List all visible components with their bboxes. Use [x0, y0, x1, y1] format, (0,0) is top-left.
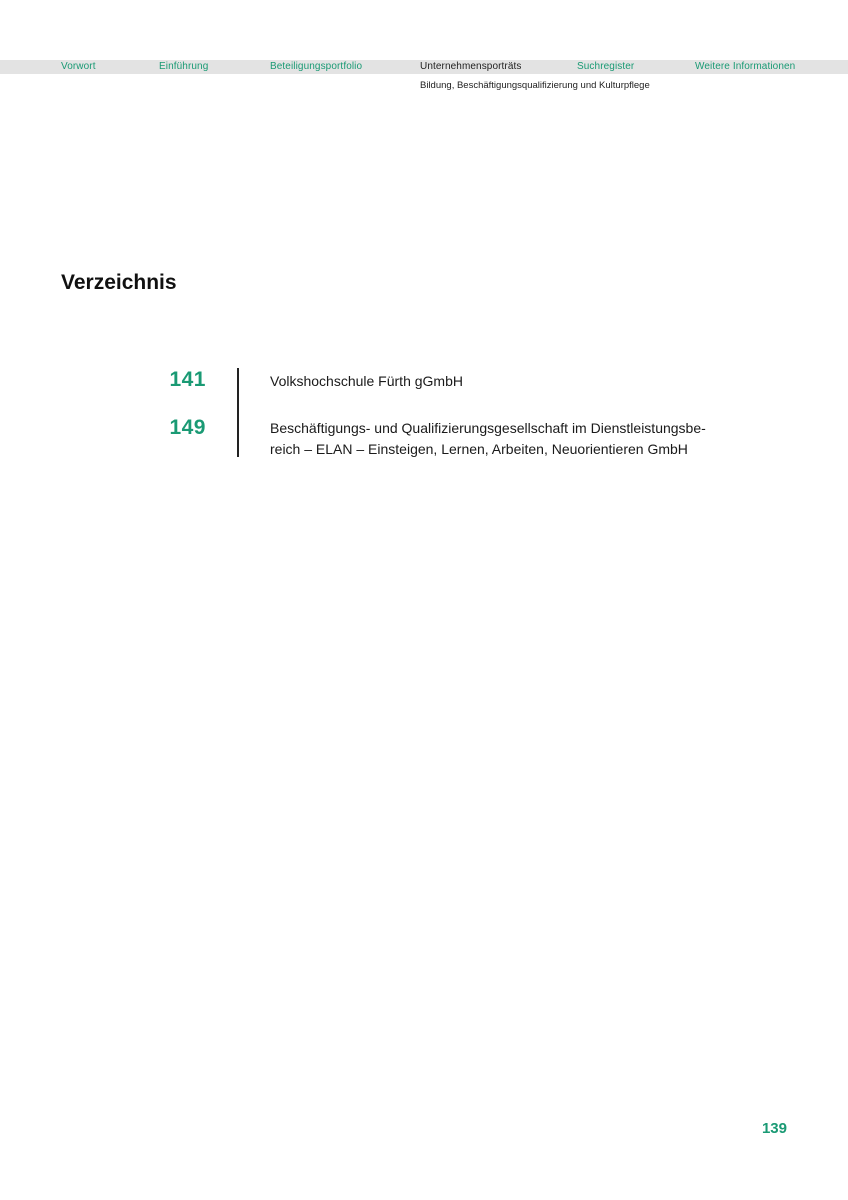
toc-entry-line: Beschäftigungs- und Qualifizierungsgesellschaft im Dienstleistungsbe-: [270, 420, 706, 436]
toc-page-number[interactable]: 141: [169, 368, 206, 391]
toc-entry-title[interactable]: [270, 418, 720, 460]
toc-entry-line: Volkshochschule Fürth gGmbH: [270, 373, 463, 389]
toc-page-number[interactable]: 149: [169, 416, 206, 439]
nav-item-unternehmensportraets[interactable]: Unternehmensporträts: [420, 61, 522, 72]
nav-item-beteiligungsportfolio[interactable]: Beteiligungsportfolio: [270, 61, 363, 72]
toc-entry-title[interactable]: [270, 371, 720, 392]
page-number: 139: [761, 1120, 787, 1137]
page-title: Verzeichnis: [61, 271, 177, 294]
nav-item-einfuehrung[interactable]: Einführung: [159, 61, 209, 72]
nav-item-vorwort[interactable]: Vorwort: [61, 61, 96, 72]
toc-divider: [237, 368, 239, 457]
nav-item-suchregister[interactable]: Suchregister: [577, 61, 635, 72]
section-subtitle: Bildung, Beschäftigungsqualifizierung und Kulturpflege: [420, 80, 650, 91]
toc-entry-line: reich – ELAN – Einsteigen, Lernen, Arbeiten, Neuorientieren GmbH: [270, 441, 688, 457]
nav-item-weitere-informationen[interactable]: Weitere Informationen: [695, 61, 796, 72]
